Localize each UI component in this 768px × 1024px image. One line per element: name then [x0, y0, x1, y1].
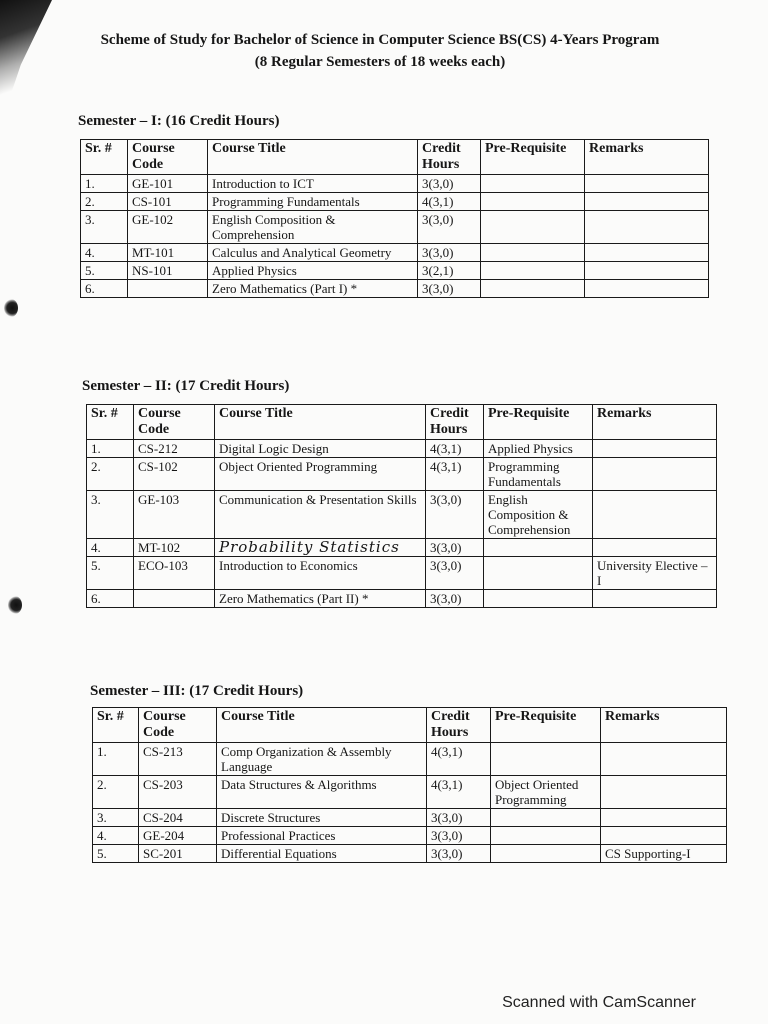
- table-row: [87, 491, 717, 539]
- col-remarks: Remarks: [601, 708, 727, 743]
- cell-remarks: [585, 280, 709, 298]
- cell-prereq: [481, 244, 585, 262]
- col-credit: Credit Hours: [427, 708, 491, 743]
- cell-remarks: [585, 193, 709, 211]
- cell-sr: 4.: [81, 244, 128, 262]
- col-sr: Sr. #: [87, 405, 134, 440]
- cell-prereq: [484, 557, 593, 590]
- cell-remarks: [601, 809, 727, 827]
- cell-title: Digital Logic Design: [215, 440, 426, 458]
- cell-prereq: English Composition & Comprehension: [484, 491, 593, 539]
- table-row: [81, 211, 709, 244]
- cell-code: ECO-103: [134, 557, 215, 590]
- cell-prereq: Object Oriented Programming: [491, 776, 601, 809]
- document-subtitle: (8 Regular Semesters of 18 weeks each): [254, 54, 506, 70]
- cell-prereq: [481, 280, 585, 298]
- cell-title: Discrete Structures: [217, 809, 427, 827]
- table-row: [93, 809, 727, 827]
- cell-code: CS-101: [128, 193, 208, 211]
- cell-code: [128, 280, 208, 298]
- cell-prereq: [484, 539, 593, 557]
- table-row: [93, 743, 727, 776]
- cell-sr: 4.: [87, 539, 134, 557]
- cell-title: Communication & Presentation Skills: [215, 491, 426, 539]
- cell-prereq: [491, 743, 601, 776]
- col-code: Course Code: [134, 405, 215, 440]
- cell-credit: 3(3,0): [426, 491, 484, 539]
- cell-title: Introduction to Economics: [215, 557, 426, 590]
- cell-remarks: [593, 458, 717, 491]
- cell-code: NS-101: [128, 262, 208, 280]
- cell-prereq: [484, 590, 593, 608]
- cell-sr: 1.: [87, 440, 134, 458]
- semester-2-heading: Semester – II: (17 Credit Hours): [82, 378, 290, 394]
- cell-credit: 3(3,0): [418, 175, 481, 193]
- col-prereq: Pre-Requisite: [484, 405, 593, 440]
- cell-prereq: [481, 175, 585, 193]
- cell-credit: 3(3,0): [427, 809, 491, 827]
- cell-credit: 4(3,1): [418, 193, 481, 211]
- cell-remarks: [601, 776, 727, 809]
- cell-remarks: [585, 175, 709, 193]
- cell-credit: 4(3,1): [427, 776, 491, 809]
- semester-1-heading: Semester – I: (16 Credit Hours): [78, 113, 280, 129]
- cell-prereq: Applied Physics: [484, 440, 593, 458]
- cell-sr: 5.: [93, 845, 139, 863]
- table-row: [81, 262, 709, 280]
- table-header-row: [87, 405, 717, 440]
- cell-credit: 3(3,0): [426, 557, 484, 590]
- cell-sr: 2.: [87, 458, 134, 491]
- cell-credit: 4(3,1): [426, 440, 484, 458]
- cell-prereq: [491, 809, 601, 827]
- cell-code: [134, 590, 215, 608]
- cell-title: Zero Mathematics (Part II) *: [215, 590, 426, 608]
- cell-sr: 6.: [87, 590, 134, 608]
- cell-title: Object Oriented Programming: [215, 458, 426, 491]
- table-row: [87, 539, 717, 557]
- cell-title: Professional Practices: [217, 827, 427, 845]
- cell-credit: 4(3,1): [427, 743, 491, 776]
- cell-title: Introduction to ICT: [208, 175, 418, 193]
- cell-code: CS-204: [139, 809, 217, 827]
- cell-sr: 2.: [81, 193, 128, 211]
- cell-code: CS-203: [139, 776, 217, 809]
- cell-title: English Composition & Comprehension: [208, 211, 418, 244]
- table-header-row: [81, 140, 709, 175]
- col-title: Course Title: [217, 708, 427, 743]
- cell-title: Data Structures & Algorithms: [217, 776, 427, 809]
- cell-title: Programming Fundamentals: [208, 193, 418, 211]
- cell-remarks: [601, 743, 727, 776]
- cell-title: Differential Equations: [217, 845, 427, 863]
- col-credit: Credit Hours: [426, 405, 484, 440]
- cell-remarks: [593, 491, 717, 539]
- cell-prereq: [481, 211, 585, 244]
- cell-prereq: Programming Fundamentals: [484, 458, 593, 491]
- handwritten-course-title: Probability Statistics: [215, 539, 426, 557]
- cell-sr: 2.: [93, 776, 139, 809]
- cell-credit: 3(3,0): [418, 211, 481, 244]
- cell-credit: 3(3,0): [418, 280, 481, 298]
- document-title: Scheme of Study for Bachelor of Science in Computer Science BS(CS) 4-Years Program: [100, 32, 660, 48]
- cell-sr: 5.: [81, 262, 128, 280]
- cell-sr: 1.: [93, 743, 139, 776]
- table-row: [81, 280, 709, 298]
- cell-prereq: [491, 845, 601, 863]
- punch-hole: [8, 596, 22, 614]
- table-header-row: [93, 708, 727, 743]
- table-row: [93, 827, 727, 845]
- cell-remarks: [585, 262, 709, 280]
- cell-remarks: [593, 440, 717, 458]
- cell-title: Calculus and Analytical Geometry: [208, 244, 418, 262]
- cell-remarks: [601, 827, 727, 845]
- cell-credit: 3(2,1): [418, 262, 481, 280]
- punch-hole: [4, 299, 18, 317]
- col-remarks: Remarks: [585, 140, 709, 175]
- table-row: [87, 557, 717, 590]
- semester-1-table: [80, 139, 709, 298]
- cell-code: CS-213: [139, 743, 217, 776]
- col-credit: Credit Hours: [418, 140, 481, 175]
- cell-title: Comp Organization & Assembly Language: [217, 743, 427, 776]
- cell-remarks: CS Supporting-I: [601, 845, 727, 863]
- cell-remarks: [585, 211, 709, 244]
- semester-3-table: [92, 707, 727, 863]
- cell-title: Zero Mathematics (Part I) *: [208, 280, 418, 298]
- cell-remarks: University Elective – I: [593, 557, 717, 590]
- cell-credit: 3(3,0): [427, 845, 491, 863]
- scanner-watermark: Scanned with CamScanner: [502, 994, 696, 1011]
- cell-sr: 3.: [81, 211, 128, 244]
- cell-code: MT-102: [134, 539, 215, 557]
- col-title: Course Title: [215, 405, 426, 440]
- cell-sr: 3.: [87, 491, 134, 539]
- table-row: [87, 440, 717, 458]
- cell-sr: 3.: [93, 809, 139, 827]
- col-prereq: Pre-Requisite: [481, 140, 585, 175]
- table-row: [87, 590, 717, 608]
- semester-2-table: [86, 404, 717, 608]
- cell-sr: 6.: [81, 280, 128, 298]
- col-code: Course Code: [128, 140, 208, 175]
- col-sr: Sr. #: [81, 140, 128, 175]
- col-remarks: Remarks: [593, 405, 717, 440]
- cell-code: GE-102: [128, 211, 208, 244]
- cell-code: SC-201: [139, 845, 217, 863]
- cell-sr: 5.: [87, 557, 134, 590]
- cell-code: GE-101: [128, 175, 208, 193]
- table-row: [81, 193, 709, 211]
- col-title: Course Title: [208, 140, 418, 175]
- table-row: [93, 845, 727, 863]
- cell-prereq: [481, 262, 585, 280]
- table-row: [93, 776, 727, 809]
- cell-code: CS-102: [134, 458, 215, 491]
- cell-remarks: [593, 539, 717, 557]
- cell-code: GE-204: [139, 827, 217, 845]
- col-prereq: Pre-Requisite: [491, 708, 601, 743]
- cell-credit: 4(3,1): [426, 458, 484, 491]
- cell-remarks: [593, 590, 717, 608]
- cell-title: Applied Physics: [208, 262, 418, 280]
- cell-credit: 3(3,0): [427, 827, 491, 845]
- cell-prereq: [481, 193, 585, 211]
- semester-3-heading: Semester – III: (17 Credit Hours): [90, 683, 304, 699]
- cell-code: MT-101: [128, 244, 208, 262]
- table-row: [81, 175, 709, 193]
- table-row: [81, 244, 709, 262]
- table-row: [87, 458, 717, 491]
- cell-credit: 3(3,0): [426, 590, 484, 608]
- cell-sr: 4.: [93, 827, 139, 845]
- cell-code: CS-212: [134, 440, 215, 458]
- cell-remarks: [585, 244, 709, 262]
- col-code: Course Code: [139, 708, 217, 743]
- cell-code: GE-103: [134, 491, 215, 539]
- cell-sr: 1.: [81, 175, 128, 193]
- cell-credit: 3(3,0): [418, 244, 481, 262]
- cell-prereq: [491, 827, 601, 845]
- cell-credit: 3(3,0): [426, 539, 484, 557]
- col-sr: Sr. #: [93, 708, 139, 743]
- scan-edge-shadow: [0, 0, 52, 108]
